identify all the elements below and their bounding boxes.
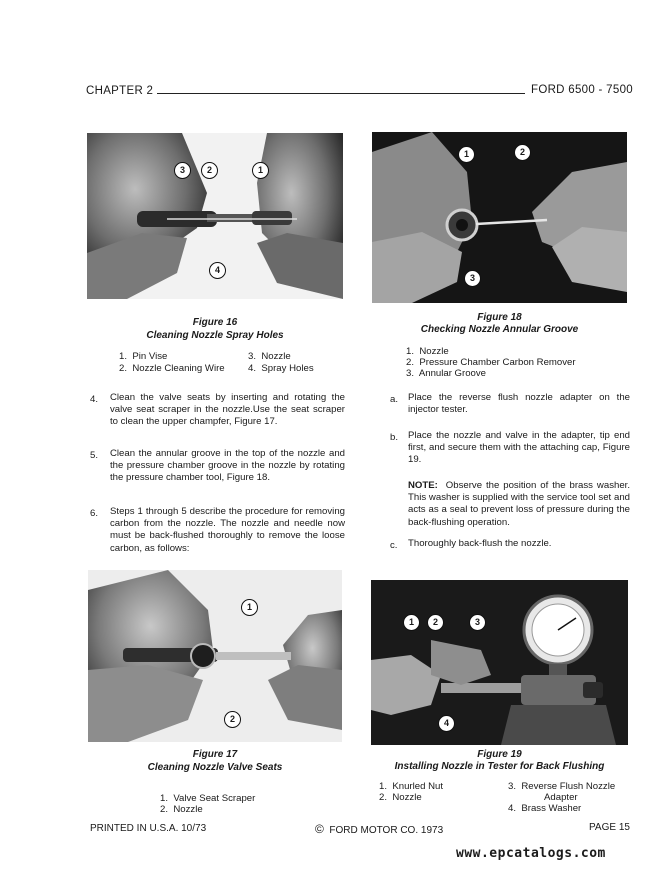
figure-18-photo xyxy=(372,132,627,303)
step-a-text: Place the reverse flush nozzle adapter on the injector tester. xyxy=(408,392,630,416)
fig16-callout-3: 3 xyxy=(174,162,191,179)
note-label: NOTE: xyxy=(408,480,438,491)
fig19-legend-3: 3. Reverse Flush Nozzle xyxy=(508,781,616,792)
figure-17-label: Figure 17 xyxy=(192,749,238,760)
figure-18-label: Figure 18 xyxy=(477,312,522,323)
header-rule xyxy=(157,93,525,94)
model-label: FORD 6500 - 7500 xyxy=(531,84,633,96)
figure-16-label: Figure 16 xyxy=(192,317,238,328)
step-5-text: Clean the annular groove in the top of the nozzle and the pressure chamber groove in the nozzle by rotating the pressure chamber tool, Figure 18. xyxy=(110,448,345,484)
figure-19-label: Figure 19 xyxy=(477,749,522,760)
fig17-legend-1: 1. Valve Seat Scraper xyxy=(160,793,256,804)
fig19-callout-1: 1 xyxy=(403,614,420,631)
fig19-legend-4: 4. Brass Washer xyxy=(508,803,582,814)
figure-19-photo xyxy=(371,580,628,745)
step-6-text: Steps 1 through 5 describe the procedure for removing carbon from the nozzle. The nozzle and needle now must be back-flushed thoroughly to remove the loose carbon, as follows: xyxy=(110,506,345,554)
fig16-legend-3: 3. Nozzle xyxy=(248,351,291,362)
figure-17-title: Cleaning Nozzle Valve Seats xyxy=(147,762,283,773)
fig18-callout-3: 3 xyxy=(464,270,481,287)
fig18-callout-2: 2 xyxy=(514,144,531,161)
step-4-number: 4. xyxy=(90,394,99,405)
fig19-callout-4: 4 xyxy=(438,715,455,732)
printed-in: PRINTED IN U.S.A. 10/73 xyxy=(90,823,207,834)
step-b-text: Place the nozzle and valve in the adapter, tip end first, and secure them with the attaching cap, Figure 19. xyxy=(408,430,630,466)
copyright: © FORD MOTOR CO. 1973 xyxy=(315,822,444,836)
fig16-legend-4: 4. Spray Holes xyxy=(248,363,314,374)
figure-19-title: Installing Nozzle in Tester for Back Flushing xyxy=(394,761,605,772)
step-b-letter: b. xyxy=(390,432,399,443)
fig16-callout-1: 1 xyxy=(252,162,269,179)
step-5-number: 5. xyxy=(90,450,99,461)
fig16-legend-1: 1. Pin Vise xyxy=(119,351,168,362)
fig19-legend-2: 2. Nozzle xyxy=(379,792,422,803)
fig18-legend-1: 1. Nozzle xyxy=(406,346,449,357)
note-block xyxy=(408,480,630,529)
fig18-legend-3: 3. Annular Groove xyxy=(406,368,487,379)
fig17-legend-2: 2. Nozzle xyxy=(160,804,203,815)
fig19-callout-2: 2 xyxy=(427,614,444,631)
fig19-legend-1: 1. Knurled Nut xyxy=(379,781,444,792)
figure-18-title: Checking Nozzle Annular Groove xyxy=(420,324,579,335)
step-6-number: 6. xyxy=(90,508,99,519)
chapter-label: CHAPTER 2 xyxy=(86,85,154,97)
fig19-callout-3: 3 xyxy=(469,614,486,631)
fig17-callout-2: 2 xyxy=(224,711,241,728)
note-text: Observe the position of the brass washer. This washer is supplied with the service tool set and acts as a seal to prevent loss of pressure during the back-flushing operation. xyxy=(408,480,630,528)
copyright-symbol: © xyxy=(315,822,324,836)
fig16-legend-2: 2. Nozzle Cleaning Wire xyxy=(119,363,225,374)
fig19-legend-3-cont: Adapter xyxy=(544,792,578,803)
step-c-text: Thoroughly back-flush the nozzle. xyxy=(408,538,552,549)
figure-17-photo xyxy=(88,570,342,742)
watermark: www.epcatalogs.com xyxy=(456,846,606,861)
fig16-callout-2: 2 xyxy=(201,162,218,179)
fig18-legend-2: 2. Pressure Chamber Carbon Remover xyxy=(406,357,576,368)
figure-16-title: Cleaning Nozzle Spray Holes xyxy=(146,330,284,341)
step-a-letter: a. xyxy=(390,394,399,405)
step-c-letter: c. xyxy=(390,540,398,551)
fig16-callout-4: 4 xyxy=(209,262,226,279)
page-number: PAGE 15 xyxy=(589,822,630,833)
fig17-callout-1: 1 xyxy=(241,599,258,616)
fig18-callout-1: 1 xyxy=(458,146,475,163)
step-4-text: Clean the valve seats by inserting and rotating the valve seat scraper in the nozzle.Use the seat scraper to clean the upper champfer, Figure 17. xyxy=(110,392,345,428)
